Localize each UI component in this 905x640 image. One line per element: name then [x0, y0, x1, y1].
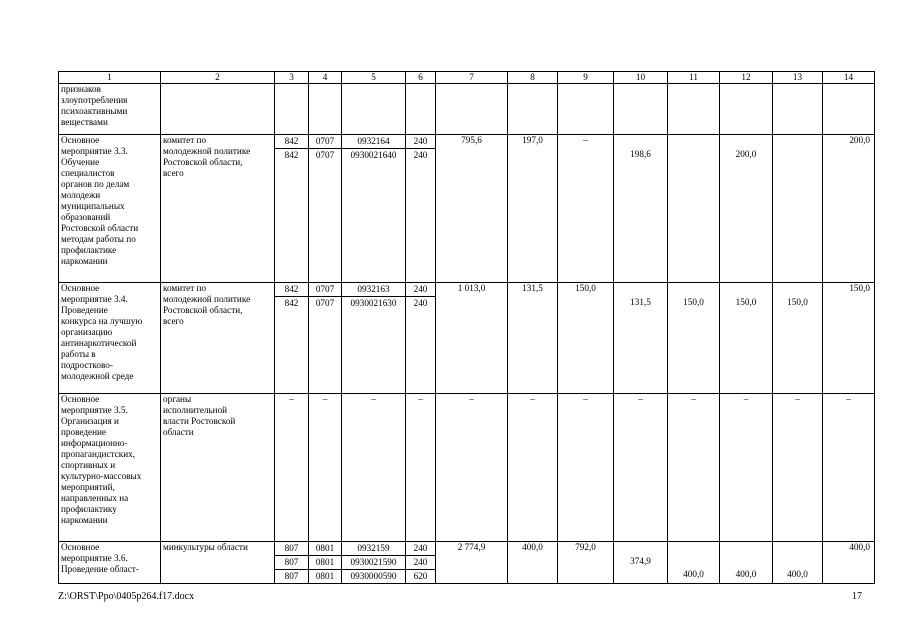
header-cell: 4	[309, 72, 342, 84]
code-value: 842	[284, 136, 299, 146]
text-line: информационно-	[61, 438, 128, 448]
text-line: Организация и	[61, 416, 119, 426]
amount-cell	[614, 283, 668, 394]
table-row	[59, 542, 875, 584]
code-value: 807	[275, 555, 308, 569]
text-line: конкурса на лучшую	[61, 316, 143, 326]
measure-name-cell	[59, 394, 161, 542]
code-cell	[275, 135, 309, 283]
text-line: веществами	[61, 117, 108, 127]
empty-cell	[309, 84, 342, 135]
text-line: Ростовской области,	[163, 157, 243, 167]
code-value: 240	[413, 284, 428, 294]
table-row	[59, 283, 875, 394]
text-line: Ростовской области	[61, 223, 139, 233]
code-value: 0801	[315, 543, 335, 553]
table-row	[59, 394, 875, 542]
executor-cell	[161, 394, 275, 542]
code-value: 807	[284, 543, 299, 553]
dash-cell: –	[720, 394, 773, 542]
code-value: 0932163	[357, 284, 390, 294]
code-value: 0801	[309, 555, 341, 569]
header-cell: 6	[406, 72, 436, 84]
code-value: 0930000590	[342, 569, 405, 583]
header-cell: 12	[720, 72, 773, 84]
amount-cell: 792,0	[558, 542, 614, 584]
text-line: организацию	[61, 327, 113, 337]
text-line: мероприятие 3.5.	[61, 405, 128, 415]
amount-cell	[773, 135, 823, 283]
text-line: специалистов	[61, 168, 115, 178]
empty-cell	[342, 84, 406, 135]
amount-cell: 400,0	[508, 542, 558, 584]
amount-cell: 1 013,0	[436, 283, 508, 394]
dash-cell: –	[309, 394, 342, 542]
empty-cell	[614, 84, 668, 135]
amount-cell	[614, 135, 668, 283]
amount-cell: 795,6	[436, 135, 508, 283]
amount-cell	[720, 283, 773, 394]
header-cell: 3	[275, 72, 309, 84]
header-cell: 11	[668, 72, 720, 84]
empty-cell	[823, 84, 875, 135]
amount-cell: 2 774,9	[436, 542, 508, 584]
header-cell: 13	[773, 72, 823, 84]
amount-cell: 150,0	[823, 283, 875, 394]
budget-table	[58, 71, 875, 584]
code-value: 240	[413, 136, 428, 146]
code-cell	[309, 542, 342, 584]
dash-cell: –	[342, 394, 406, 542]
header-cell: 2	[161, 72, 275, 84]
text-line: всего	[163, 316, 184, 326]
text-line: мероприятие 3.4.	[61, 294, 128, 304]
dash-cell: –	[558, 394, 614, 542]
text-line: подростково-	[61, 360, 113, 370]
dash-cell: –	[508, 394, 558, 542]
text-line: молодежной политике	[163, 146, 251, 156]
amount-value: 200,0	[735, 149, 757, 159]
code-value: 842	[284, 284, 299, 294]
text-line: Обучение	[61, 157, 100, 167]
dash-cell: –	[614, 394, 668, 542]
code-cell	[406, 135, 436, 283]
amount-cell	[773, 283, 823, 394]
executor-cell	[161, 283, 275, 394]
text-line: злоупотребления	[61, 95, 128, 105]
empty-cell	[161, 84, 275, 135]
text-line: молодежной среде	[61, 371, 134, 381]
text-line: направленных на	[61, 493, 129, 503]
amount-value: 198,6	[630, 149, 651, 159]
text-line: Ростовской области,	[163, 305, 243, 315]
header-cell: 8	[508, 72, 558, 84]
text-line: Основное	[61, 135, 100, 145]
code-value: 240	[406, 555, 435, 569]
code-cell	[309, 283, 342, 394]
code-cell	[406, 283, 436, 394]
text-line: Основное	[61, 394, 100, 404]
table-row	[59, 135, 875, 283]
empty-cell	[406, 84, 436, 135]
empty-cell	[720, 84, 773, 135]
dash-cell: –	[406, 394, 436, 542]
executor-cell	[161, 135, 275, 283]
code-value: 0801	[309, 569, 341, 583]
text-line: культурно-массовых	[61, 471, 142, 481]
code-value: 0707	[315, 136, 335, 146]
amount-value: 131,5	[630, 297, 651, 307]
dash-cell: –	[436, 394, 508, 542]
code-cell	[275, 542, 309, 584]
amount-cell: 150,0	[558, 283, 614, 394]
code-cell	[342, 542, 406, 584]
code-value: 0707	[315, 284, 335, 294]
dash-cell: –	[668, 394, 720, 542]
code-cell	[342, 135, 406, 283]
text-line: области	[163, 427, 194, 437]
code-value: 240	[406, 296, 435, 310]
code-value: 0930021590	[342, 555, 405, 569]
text-line: наркомании	[61, 515, 108, 525]
amount-cell	[668, 542, 720, 584]
text-line: спортивных и	[61, 460, 116, 470]
code-cell	[342, 283, 406, 394]
text-line: органов по делам	[61, 179, 130, 189]
text-line: мероприятие 3.3.	[61, 146, 128, 156]
text-line: пропагандистских,	[61, 449, 136, 459]
text-line: психоактивными	[61, 106, 128, 116]
dash-cell: –	[773, 394, 823, 542]
empty-cell	[773, 84, 823, 135]
text-line: работы в	[61, 349, 96, 359]
text-line: молодежной политике	[163, 294, 251, 304]
code-value: 842	[275, 148, 308, 162]
empty-cell	[508, 84, 558, 135]
page-number: 17	[852, 591, 862, 602]
header-cell: 5	[342, 72, 406, 84]
code-value: 0707	[309, 148, 341, 162]
text-line: наркомании	[61, 256, 108, 266]
file-path: Z:\ORST\Ppo\0405p264.f17.docx	[58, 591, 195, 602]
text-line: методам работы по	[61, 234, 136, 244]
executor-cell	[161, 542, 275, 584]
table-row	[59, 84, 875, 135]
header-cell: 14	[823, 72, 875, 84]
code-cell	[406, 542, 436, 584]
text-line: молодежи	[61, 190, 101, 200]
text-line: образований	[61, 212, 111, 222]
amount-cell: 131,5	[508, 283, 558, 394]
code-value: 0707	[309, 296, 341, 310]
code-value: 620	[406, 569, 435, 583]
amount-cell	[668, 135, 720, 283]
code-value: 842	[275, 296, 308, 310]
amount-value: 150,0	[735, 297, 757, 307]
amount-cell: 200,0	[823, 135, 875, 283]
amount-value: 400,0	[787, 569, 808, 579]
code-value: 0932159	[357, 543, 390, 553]
amount-cell: 197,0	[508, 135, 558, 283]
dash-cell: –	[823, 394, 875, 542]
code-value: 0932164	[357, 136, 390, 146]
text-line: комитет по	[163, 135, 207, 145]
amount-value: 400,0	[735, 569, 757, 579]
text-line: профилактику	[61, 504, 117, 514]
measure-name-cell	[59, 542, 161, 584]
measure-name-cell	[59, 84, 161, 135]
text-line: Основное	[61, 283, 100, 293]
header-row	[59, 72, 875, 84]
text-line: всего	[163, 168, 184, 178]
amount-value: 400,0	[683, 569, 704, 579]
text-line: Проведение	[61, 305, 108, 315]
empty-cell	[275, 84, 309, 135]
empty-cell	[668, 84, 720, 135]
amount-cell	[773, 542, 823, 584]
amount-cell: –	[558, 135, 614, 283]
measure-name-cell	[59, 135, 161, 283]
code-value: 240	[406, 148, 435, 162]
empty-cell	[558, 84, 614, 135]
dash-cell: –	[275, 394, 309, 542]
code-cell	[309, 135, 342, 283]
text-line: минкультуры области	[163, 542, 248, 552]
text-line: мероприятие 3.6.	[61, 553, 128, 563]
code-value: 0930021640	[342, 148, 405, 162]
text-line: муниципальных	[61, 201, 125, 211]
text-line: профилактике	[61, 245, 117, 255]
text-line: проведение	[61, 427, 107, 437]
amount-value: 150,0	[683, 297, 704, 307]
code-value: 807	[275, 569, 308, 583]
text-line: признаков	[61, 84, 101, 94]
amount-cell	[614, 542, 668, 584]
measure-name-cell	[59, 283, 161, 394]
text-line: исполнительной	[163, 405, 228, 415]
text-line: антинаркотической	[61, 338, 137, 348]
text-line: Основное	[61, 542, 100, 552]
code-value: 240	[413, 543, 428, 553]
header-cell: 10	[614, 72, 668, 84]
header-cell: 9	[558, 72, 614, 84]
amount-cell	[668, 283, 720, 394]
header-cell: 7	[436, 72, 508, 84]
amount-cell	[720, 542, 773, 584]
amount-value	[775, 148, 820, 161]
amount-value: 374,9	[630, 556, 651, 566]
amount-value	[670, 148, 717, 161]
text-line: комитет по	[163, 283, 207, 293]
text-line: мероприятий,	[61, 482, 115, 492]
code-value: 0930021630	[342, 296, 405, 310]
code-cell	[275, 283, 309, 394]
text-line: власти Ростовской	[163, 416, 236, 426]
empty-cell	[436, 84, 508, 135]
text-line: органы	[163, 394, 192, 404]
text-line: Проведение област-	[61, 564, 139, 574]
amount-value: 150,0	[787, 297, 808, 307]
header-cell: 1	[59, 72, 161, 84]
amount-cell: 400,0	[823, 542, 875, 584]
amount-cell	[720, 135, 773, 283]
